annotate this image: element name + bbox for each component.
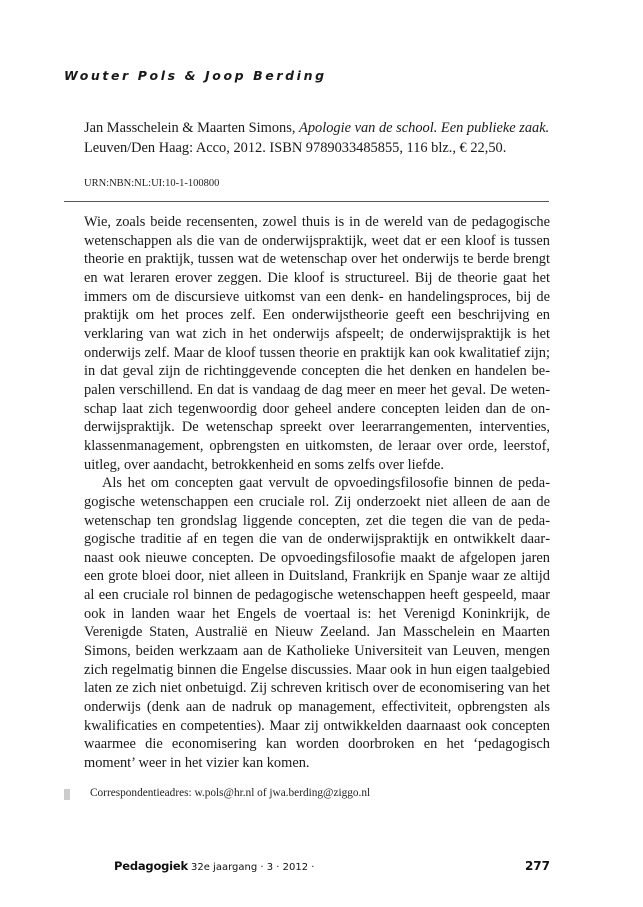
book-publication-details: Leuven/Den Haag: Acco, 2012. ISBN 9789033485855, 116 blz., € 22,50. — [84, 140, 507, 156]
urn-identifier: URN:NBN:NL:UI:10-1-100800 — [84, 178, 220, 189]
paragraph: Wie, zoals beide recensenten, zowel thuis is in de wereld van de pedagogische wetenschappen als die van de onderwijspraktijk, weet dat er een kloof is tussen theorie en praktijk, tussen wat de wetenschap over het onderwijs te berde brengt en wat leraren erover zeggen. Die kloof is structureel. Bij de theorie gaat het immers om de discursieve uitkomst van een denk- en handelingsproces, bij de praktijk om het proces zelf. Een onderwijstheorie geeft een beschrijving en verklaring van wat zich in het onderwijs afspeelt; de onderwijspraktijk is het onderwijs zelf. Maar de kloof tussen theorie en praktijk kan ook kwalitatief zijn; in dat geval zijn de richtinggevende concepten die het denken en handelen bepalen verschillend. En dat is vandaag de dag meer en meer het geval. De wetenschap laat zich tegenwoordig door geheel andere concepten leiden dan de onderwijspraktijk. De wetenschap spreekt over leerarrangementen, interventies, klassenmanagement, opbrengsten en uitkomsten, de leraar over orde, leerstof, uitleg, over aandacht, betrokkenheid en soms zelfs over liefde. — [84, 214, 550, 473]
paragraph: Als het om concepten gaat vervult de opvoedingsfilosofie binnen de pedagogische wetenschappen een cruciale rol. Zij onderzoekt niet alleen de aan de wetenschap ten grondslag liggende concepten, zet die tegen die van de pedagogische traditie af en tegen die van de onderwijspraktijk en ontwikkelt daarnaast ook nieuwe concepten. De opvoedingsfilosofie maakt de afgelopen jaren een grote bloei door, niet alleen in Duitsland, Frankrijk en Spanje waar ze altijd al een cruciale rol binnen de pedagogische wetenschappen heeft gespeeld, maar ook in landen waar het Engels de voertaal is: het Verenigd Koninkrijk, de Verenigde Staten, Australië en Nieuw Zeeland. Jan Masschelein en Maarten Simons, beiden werkzaam aan de Katholieke Universiteit van Leuven, mengen zich regelmatig binnen die Engelse discussies. Maar ook in hun eigen taalgebied laten ze zich niet onbetuigd. Zij schreven kritisch over de economisering van het onderwijs (denk aan de nadruk op management, effectiviteit, opbrengsten als kwalificaties en competenties). Maar zij ontwikkelden daarnaast ook concepten waarmee die economisering kan worden doorbroken en het ‘pedagogisch moment’ weer in het vizier kan komen. — [84, 475, 550, 772]
running-header-authors: Wouter Pols & Joop Berding — [64, 68, 327, 83]
correspondence-address: Correspondentieadres: w.pols@hr.nl of jwa.berding@ziggo.nl — [90, 787, 371, 799]
page-number: 277 — [524, 859, 550, 873]
book-authors: Jan Masschelein & Maarten Simons, — [84, 120, 300, 136]
book-citation — [84, 118, 554, 158]
book-title: Apologie van de school. Een publieke zaak. — [299, 120, 550, 136]
footnote-marker — [64, 789, 70, 800]
journal-name: Pedagogiek — [114, 859, 188, 873]
header-divider — [64, 201, 549, 202]
journal-issue: 32e jaargang · 3 · 2012 · — [190, 862, 315, 873]
page-footer — [114, 855, 550, 874]
review-body — [84, 213, 550, 773]
footer-journal-info — [114, 855, 314, 874]
